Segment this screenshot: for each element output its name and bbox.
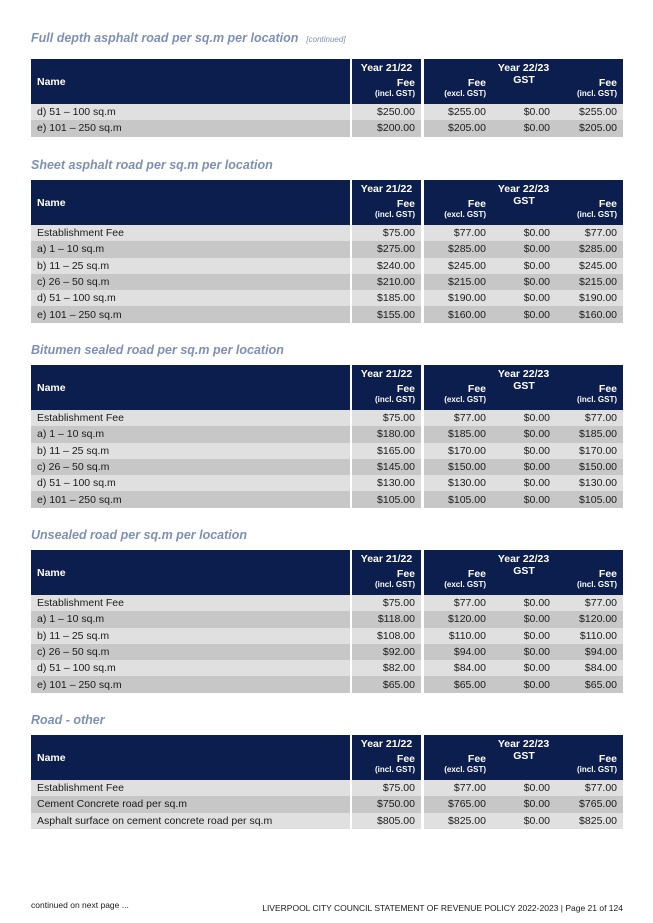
header-excl-gst: (excl. GST) [424, 89, 492, 104]
row-fee-excl-gst: $160.00 [424, 306, 492, 322]
header-year1: Year 21/22 [352, 365, 421, 380]
table-row [31, 241, 623, 257]
row-fee-excl-gst: $825.00 [424, 813, 492, 829]
row-gst: $0.00 [492, 459, 556, 475]
row-name: Establishment Fee [31, 410, 350, 426]
header-excl-gst: (excl. GST) [424, 395, 492, 410]
row-name: b) 11 – 25 sq.m [31, 628, 350, 644]
row-fee-2122: $805.00 [352, 813, 421, 829]
header-fee-y1: Fee [352, 195, 421, 210]
row-gst: $0.00 [492, 241, 556, 257]
table-row [31, 813, 623, 829]
section-title-text: Sheet asphalt road per sq.m per location [31, 158, 273, 172]
header-name: Name [31, 365, 350, 410]
row-fee-incl-gst: $190.00 [556, 290, 623, 306]
row-name: Cement Concrete road per sq.m [31, 796, 350, 812]
row-gst: $0.00 [492, 104, 556, 120]
row-fee-2122: $75.00 [352, 780, 421, 796]
row-fee-excl-gst: $120.00 [424, 611, 492, 627]
row-name: e) 101 – 250 sq.m [31, 676, 350, 692]
row-fee-excl-gst: $245.00 [424, 258, 492, 274]
page-footer: LIVERPOOL CITY COUNCIL STATEMENT OF REVENUE POLICY 2022-2023 | Page 21 of 124 [262, 903, 623, 913]
row-fee-2122: $155.00 [352, 306, 421, 322]
header-incl-gst-y1: (incl. GST) [352, 580, 421, 595]
row-fee-incl-gst: $285.00 [556, 241, 623, 257]
header-incl-gst-y1: (incl. GST) [352, 210, 421, 225]
row-fee-incl-gst: $150.00 [556, 459, 623, 475]
row-fee-incl-gst: $215.00 [556, 274, 623, 290]
row-gst: $0.00 [492, 410, 556, 426]
header-incl-gst: (incl. GST) [556, 210, 623, 225]
section-title [31, 31, 346, 45]
row-gst: $0.00 [492, 611, 556, 627]
header-gst: GST [492, 74, 556, 104]
header-excl-gst: (excl. GST) [424, 765, 492, 780]
header-name: Name [31, 735, 350, 780]
row-fee-incl-gst: $170.00 [556, 443, 623, 459]
row-fee-incl-gst: $65.00 [556, 676, 623, 692]
row-gst: $0.00 [492, 595, 556, 611]
row-gst: $0.00 [492, 225, 556, 241]
row-fee-excl-gst: $285.00 [424, 241, 492, 257]
row-fee-2122: $250.00 [352, 104, 421, 120]
header-year2: Year 22/23 [424, 550, 623, 565]
table-row [31, 290, 623, 306]
row-fee-incl-gst: $205.00 [556, 120, 623, 136]
header-fee-excl: Fee [424, 195, 492, 210]
row-fee-incl-gst: $84.00 [556, 660, 623, 676]
row-fee-excl-gst: $105.00 [424, 491, 492, 507]
section-title [31, 713, 105, 727]
header-fee-y1: Fee [352, 565, 421, 580]
continued-label: [continued] [306, 35, 346, 44]
row-name: d) 51 – 100 sq.m [31, 104, 350, 120]
row-name: b) 11 – 25 sq.m [31, 258, 350, 274]
header-gst: GST [492, 195, 556, 225]
section-title-text: Road - other [31, 713, 105, 727]
row-name: a) 1 – 10 sq.m [31, 426, 350, 442]
row-fee-2122: $240.00 [352, 258, 421, 274]
row-fee-excl-gst: $190.00 [424, 290, 492, 306]
row-name: d) 51 – 100 sq.m [31, 290, 350, 306]
row-fee-excl-gst: $77.00 [424, 595, 492, 611]
row-fee-incl-gst: $94.00 [556, 644, 623, 660]
row-name: Establishment Fee [31, 225, 350, 241]
row-name: Establishment Fee [31, 780, 350, 796]
row-fee-incl-gst: $120.00 [556, 611, 623, 627]
row-fee-2122: $165.00 [352, 443, 421, 459]
section-title [31, 528, 247, 542]
header-excl-gst: (excl. GST) [424, 210, 492, 225]
row-gst: $0.00 [492, 780, 556, 796]
row-fee-excl-gst: $170.00 [424, 443, 492, 459]
header-incl-gst-y1: (incl. GST) [352, 765, 421, 780]
table-row [31, 628, 623, 644]
header-fee-excl: Fee [424, 380, 492, 395]
header-fee-incl: Fee [556, 195, 623, 210]
row-fee-incl-gst: $185.00 [556, 426, 623, 442]
header-year2: Year 22/23 [424, 180, 623, 195]
row-name: d) 51 – 100 sq.m [31, 660, 350, 676]
section-title-text: Unsealed road per sq.m per location [31, 528, 248, 542]
row-name: b) 11 – 25 sq.m [31, 443, 350, 459]
row-name: c) 26 – 50 sq.m [31, 274, 350, 290]
header-fee-y1: Fee [352, 750, 421, 765]
row-name: a) 1 – 10 sq.m [31, 241, 350, 257]
row-fee-2122: $118.00 [352, 611, 421, 627]
header-year1: Year 21/22 [352, 180, 421, 195]
row-gst: $0.00 [492, 628, 556, 644]
table-row [31, 780, 623, 796]
header-year2: Year 22/23 [424, 735, 623, 750]
row-fee-excl-gst: $150.00 [424, 459, 492, 475]
row-fee-2122: $75.00 [352, 225, 421, 241]
table-row [31, 491, 623, 507]
table-row [31, 595, 623, 611]
header-name: Name [31, 550, 350, 595]
row-fee-incl-gst: $77.00 [556, 225, 623, 241]
section-title-text: Bitumen sealed road per sq.m per location [31, 343, 284, 357]
row-fee-incl-gst: $255.00 [556, 104, 623, 120]
row-fee-incl-gst: $77.00 [556, 595, 623, 611]
header-incl-gst-y1: (incl. GST) [352, 89, 421, 104]
row-fee-2122: $130.00 [352, 475, 421, 491]
table-row [31, 443, 623, 459]
row-fee-2122: $105.00 [352, 491, 421, 507]
header-year2: Year 22/23 [424, 365, 623, 380]
row-fee-excl-gst: $215.00 [424, 274, 492, 290]
row-gst: $0.00 [492, 426, 556, 442]
header-year1: Year 21/22 [352, 550, 421, 565]
row-gst: $0.00 [492, 676, 556, 692]
row-fee-incl-gst: $825.00 [556, 813, 623, 829]
row-fee-2122: $75.00 [352, 595, 421, 611]
table-row [31, 426, 623, 442]
header-fee-excl: Fee [424, 750, 492, 765]
header-name: Name [31, 180, 350, 225]
row-fee-excl-gst: $77.00 [424, 410, 492, 426]
row-fee-excl-gst: $185.00 [424, 426, 492, 442]
continued-note: continued on next page ... [31, 900, 129, 910]
header-fee-incl: Fee [556, 74, 623, 89]
row-gst: $0.00 [492, 258, 556, 274]
row-name: Asphalt surface on cement concrete road per sq.m [31, 813, 350, 829]
row-fee-2122: $185.00 [352, 290, 421, 306]
row-name: e) 101 – 250 sq.m [31, 306, 350, 322]
row-fee-2122: $180.00 [352, 426, 421, 442]
row-fee-excl-gst: $255.00 [424, 104, 492, 120]
row-gst: $0.00 [492, 813, 556, 829]
header-gst: GST [492, 565, 556, 595]
row-fee-2122: $108.00 [352, 628, 421, 644]
fee-table [31, 59, 623, 137]
fee-table [31, 735, 623, 829]
table-row [31, 459, 623, 475]
row-gst: $0.00 [492, 660, 556, 676]
section-title [31, 158, 273, 172]
row-gst: $0.00 [492, 491, 556, 507]
table-row [31, 796, 623, 812]
header-gst: GST [492, 380, 556, 410]
table-row [31, 225, 623, 241]
row-fee-2122: $82.00 [352, 660, 421, 676]
row-name: c) 26 – 50 sq.m [31, 459, 350, 475]
row-gst: $0.00 [492, 274, 556, 290]
row-name: a) 1 – 10 sq.m [31, 611, 350, 627]
table-row [31, 611, 623, 627]
header-fee-incl: Fee [556, 380, 623, 395]
row-name: e) 101 – 250 sq.m [31, 120, 350, 136]
row-name: e) 101 – 250 sq.m [31, 491, 350, 507]
row-fee-2122: $200.00 [352, 120, 421, 136]
row-gst: $0.00 [492, 475, 556, 491]
header-fee-incl: Fee [556, 750, 623, 765]
row-fee-incl-gst: $110.00 [556, 628, 623, 644]
row-name: d) 51 – 100 sq.m [31, 475, 350, 491]
header-fee-excl: Fee [424, 565, 492, 580]
header-excl-gst: (excl. GST) [424, 580, 492, 595]
row-fee-excl-gst: $130.00 [424, 475, 492, 491]
table-row [31, 258, 623, 274]
header-incl-gst-y1: (incl. GST) [352, 395, 421, 410]
row-fee-2122: $275.00 [352, 241, 421, 257]
row-fee-2122: $65.00 [352, 676, 421, 692]
row-fee-incl-gst: $160.00 [556, 306, 623, 322]
row-fee-excl-gst: $94.00 [424, 644, 492, 660]
row-fee-2122: $750.00 [352, 796, 421, 812]
table-row [31, 410, 623, 426]
header-incl-gst: (incl. GST) [556, 395, 623, 410]
table-row [31, 644, 623, 660]
table-row [31, 306, 623, 322]
header-name: Name [31, 59, 350, 104]
row-fee-excl-gst: $77.00 [424, 225, 492, 241]
row-fee-incl-gst: $105.00 [556, 491, 623, 507]
row-fee-2122: $210.00 [352, 274, 421, 290]
row-fee-excl-gst: $65.00 [424, 676, 492, 692]
row-gst: $0.00 [492, 306, 556, 322]
header-fee-y1: Fee [352, 74, 421, 89]
table-row [31, 274, 623, 290]
fee-table [31, 180, 623, 323]
row-fee-incl-gst: $245.00 [556, 258, 623, 274]
header-fee-y1: Fee [352, 380, 421, 395]
row-fee-2122: $145.00 [352, 459, 421, 475]
header-year2: Year 22/23 [424, 59, 623, 74]
header-year1: Year 21/22 [352, 59, 421, 74]
row-name: c) 26 – 50 sq.m [31, 644, 350, 660]
row-fee-2122: $75.00 [352, 410, 421, 426]
row-fee-incl-gst: $77.00 [556, 780, 623, 796]
row-fee-incl-gst: $77.00 [556, 410, 623, 426]
row-gst: $0.00 [492, 443, 556, 459]
header-incl-gst: (incl. GST) [556, 765, 623, 780]
section-title-text: Full depth asphalt road per sq.m per location [31, 31, 299, 45]
table-row [31, 660, 623, 676]
row-fee-excl-gst: $765.00 [424, 796, 492, 812]
row-fee-excl-gst: $77.00 [424, 780, 492, 796]
row-fee-2122: $92.00 [352, 644, 421, 660]
section-title [31, 343, 284, 357]
row-gst: $0.00 [492, 290, 556, 306]
header-gst: GST [492, 750, 556, 780]
table-row [31, 676, 623, 692]
row-fee-excl-gst: $205.00 [424, 120, 492, 136]
row-fee-incl-gst: $765.00 [556, 796, 623, 812]
header-year1: Year 21/22 [352, 735, 421, 750]
row-fee-excl-gst: $84.00 [424, 660, 492, 676]
header-incl-gst: (incl. GST) [556, 580, 623, 595]
fee-table [31, 550, 623, 693]
row-fee-excl-gst: $110.00 [424, 628, 492, 644]
row-gst: $0.00 [492, 796, 556, 812]
table-row [31, 475, 623, 491]
header-fee-excl: Fee [424, 74, 492, 89]
row-gst: $0.00 [492, 120, 556, 136]
header-incl-gst: (incl. GST) [556, 89, 623, 104]
row-gst: $0.00 [492, 644, 556, 660]
header-fee-incl: Fee [556, 565, 623, 580]
row-name: Establishment Fee [31, 595, 350, 611]
table-row [31, 120, 623, 136]
table-row [31, 104, 623, 120]
fee-table [31, 365, 623, 508]
row-fee-incl-gst: $130.00 [556, 475, 623, 491]
